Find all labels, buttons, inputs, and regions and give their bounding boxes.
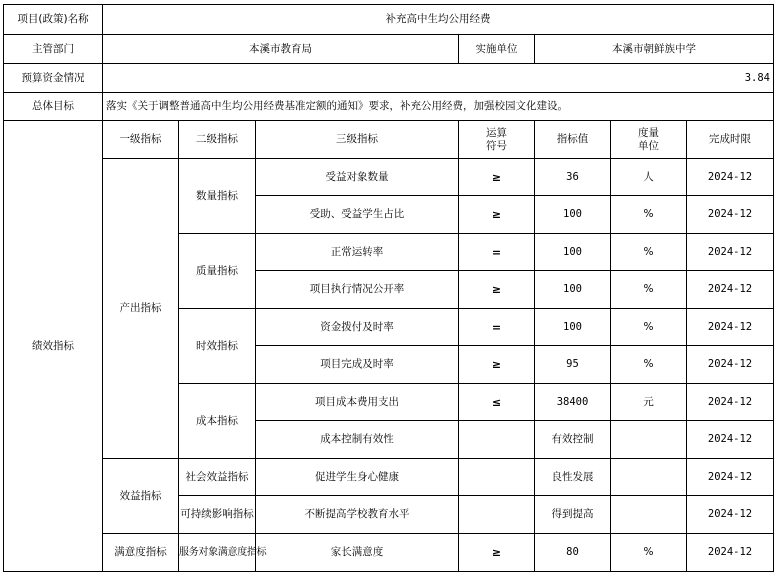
- cell-op: [459, 496, 535, 534]
- header-op-line2: 符号: [486, 139, 507, 152]
- cell-name: 资金拨付及时率: [256, 309, 459, 346]
- cell-value: 36: [535, 159, 611, 196]
- cell-time: 2024-12: [687, 384, 774, 421]
- group-quantity: 数量指标: [179, 159, 256, 234]
- value-impl-unit: 本溪市朝鲜族中学: [535, 35, 774, 64]
- cell-time: 2024-12: [687, 159, 774, 196]
- header-unit-line1: 度量: [638, 126, 659, 139]
- header-level1: 一级指标: [103, 121, 179, 159]
- cell-time: 2024-12: [687, 234, 774, 271]
- table-row: [4, 159, 774, 196]
- label-impl-unit: 实施单位: [459, 35, 535, 64]
- cell-value: 100: [535, 309, 611, 346]
- group-output: 产出指标: [103, 159, 179, 459]
- cell-name: 正常运转率: [256, 234, 459, 271]
- cell-value: 80: [535, 534, 611, 572]
- header-op: [459, 121, 535, 159]
- value-project-name: 补充高中生均公用经费: [103, 5, 774, 35]
- performance-table: [3, 4, 774, 572]
- cell-value: 100: [535, 234, 611, 271]
- cell-op: ≥: [459, 271, 535, 309]
- cell-name: 项目成本费用支出: [256, 384, 459, 421]
- cell-value: 有效控制: [535, 421, 611, 459]
- cell-unit: %: [611, 346, 687, 384]
- group-sustain: 可持续影响指标: [179, 496, 256, 534]
- cell-op: ≥: [459, 346, 535, 384]
- cell-unit: %: [611, 309, 687, 346]
- cell-unit: %: [611, 534, 687, 572]
- row-dept: [4, 35, 774, 64]
- value-budget: 3.84: [103, 64, 774, 93]
- label-goal: 总体目标: [4, 93, 103, 121]
- cell-unit: [611, 421, 687, 459]
- header-level3: 三级指标: [256, 121, 459, 159]
- header-unit-line2: 单位: [638, 139, 659, 152]
- cell-time: 2024-12: [687, 459, 774, 496]
- cell-op: ≤: [459, 384, 535, 421]
- label-budget: 预算资金情况: [4, 64, 103, 93]
- cell-time: 2024-12: [687, 346, 774, 384]
- cell-time: 2024-12: [687, 534, 774, 572]
- group-quality: 质量指标: [179, 234, 256, 309]
- cell-value: 良性发展: [535, 459, 611, 496]
- row-budget: [4, 64, 774, 93]
- header-row: [4, 121, 774, 159]
- cell-value: 38400: [535, 384, 611, 421]
- group-cost: 成本指标: [179, 384, 256, 459]
- cell-unit: [611, 496, 687, 534]
- table-row: [4, 459, 774, 496]
- group-satisfaction: 满意度指标: [103, 534, 179, 572]
- cell-unit: [611, 459, 687, 496]
- cell-op: =: [459, 309, 535, 346]
- row-project-name: [4, 5, 774, 35]
- row-goal: [4, 93, 774, 121]
- group-service-sat: 服务对象满意度指标: [179, 534, 256, 572]
- cell-unit: %: [611, 234, 687, 271]
- cell-name: 促进学生身心健康: [256, 459, 459, 496]
- cell-time: 2024-12: [687, 496, 774, 534]
- header-time: 完成时限: [687, 121, 774, 159]
- cell-time: 2024-12: [687, 421, 774, 459]
- header-value: 指标值: [535, 121, 611, 159]
- cell-name: 受助、受益学生占比: [256, 196, 459, 234]
- cell-unit: 元: [611, 384, 687, 421]
- cell-value: 95: [535, 346, 611, 384]
- value-goal: 落实《关于调整普通高中生均公用经费基准定额的通知》要求，补充公用经费，加强校园文化建设。: [103, 93, 774, 121]
- cell-time: 2024-12: [687, 271, 774, 309]
- label-project-name: 项目(政策)名称: [4, 5, 103, 35]
- cell-value: 得到提高: [535, 496, 611, 534]
- cell-op: ≥: [459, 159, 535, 196]
- header-op-line1: 运算: [486, 126, 507, 139]
- cell-unit: %: [611, 196, 687, 234]
- cell-op: [459, 459, 535, 496]
- group-timeliness: 时效指标: [179, 309, 256, 384]
- header-unit: [611, 121, 687, 159]
- cell-name: 不断提高学校教育水平: [256, 496, 459, 534]
- cell-op: =: [459, 234, 535, 271]
- cell-value: 100: [535, 271, 611, 309]
- cell-value: 100: [535, 196, 611, 234]
- cell-name: 项目完成及时率: [256, 346, 459, 384]
- cell-unit: 人: [611, 159, 687, 196]
- value-dept: 本溪市教育局: [103, 35, 459, 64]
- label-perf: 绩效指标: [4, 121, 103, 572]
- cell-time: 2024-12: [687, 309, 774, 346]
- cell-name: 成本控制有效性: [256, 421, 459, 459]
- cell-op: ≥: [459, 196, 535, 234]
- group-benefit: 效益指标: [103, 459, 179, 534]
- cell-op: [459, 421, 535, 459]
- cell-name: 项目执行情况公开率: [256, 271, 459, 309]
- header-level2: 二级指标: [179, 121, 256, 159]
- cell-name: 受益对象数量: [256, 159, 459, 196]
- table-row: [4, 534, 774, 572]
- cell-name: 家长满意度: [256, 534, 459, 572]
- label-dept: 主管部门: [4, 35, 103, 64]
- group-social: 社会效益指标: [179, 459, 256, 496]
- cell-unit: %: [611, 271, 687, 309]
- cell-op: ≥: [459, 534, 535, 572]
- cell-time: 2024-12: [687, 196, 774, 234]
